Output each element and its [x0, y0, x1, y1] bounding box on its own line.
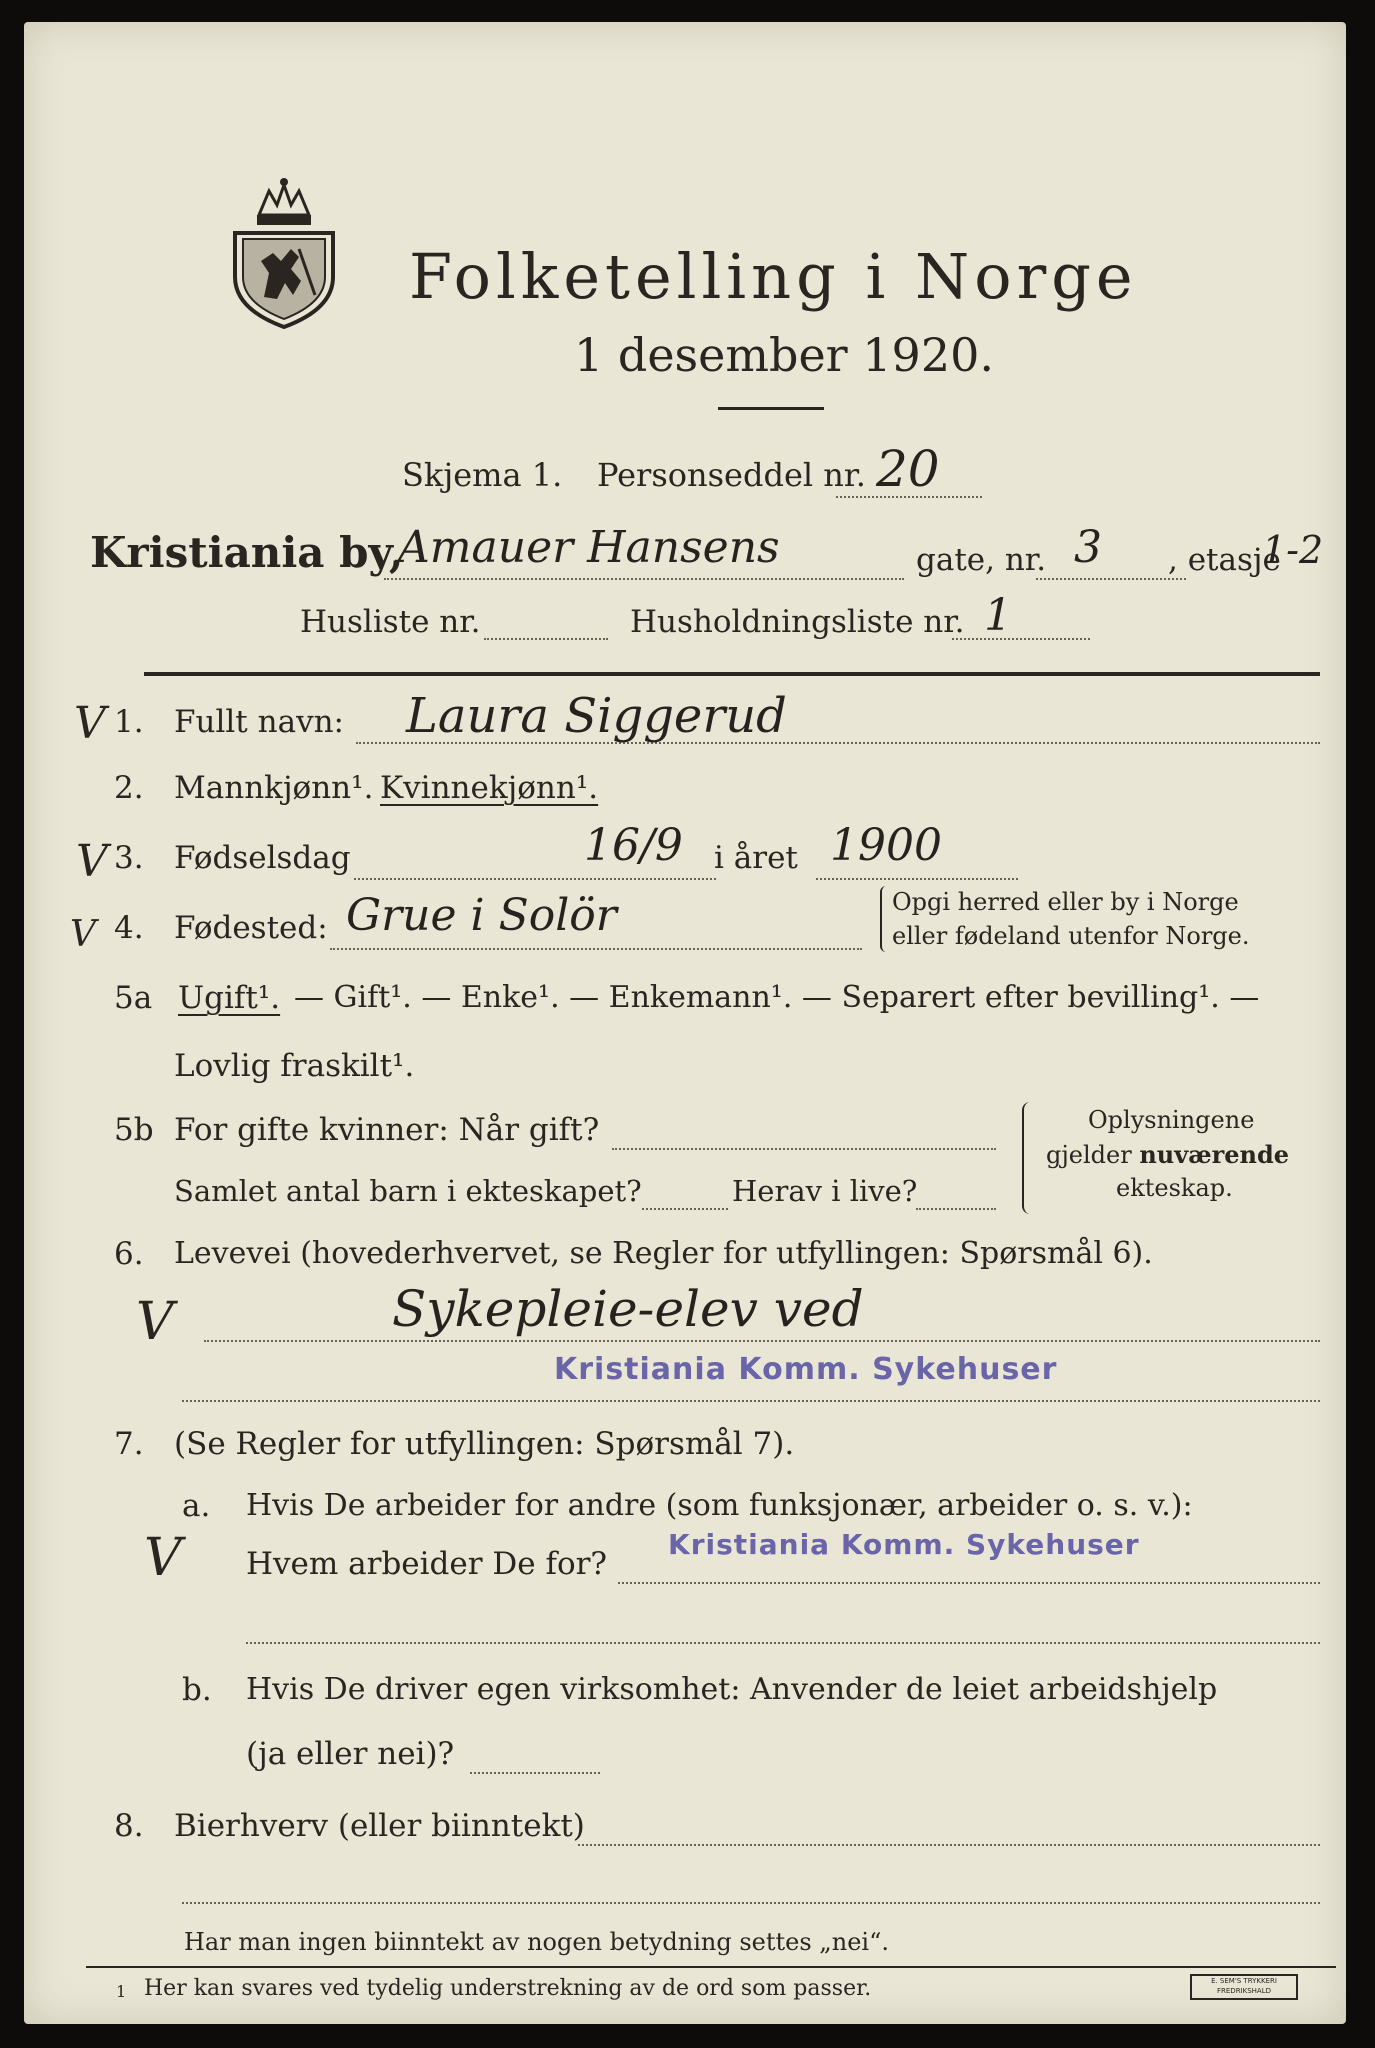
- q1-full-name: Laura Siggerud: [406, 688, 787, 744]
- q5b-brace: [1022, 1102, 1034, 1214]
- check-mark-q3: V: [76, 836, 108, 887]
- q3-number: 3.: [114, 840, 144, 876]
- q5b-note-line2: gjelder nuværende: [1046, 1140, 1290, 1169]
- etasje-value: 1-2: [1262, 528, 1324, 572]
- q6-line2: [182, 1400, 1320, 1402]
- check-mark-q6: V: [136, 1292, 174, 1352]
- form-title: Folketelling i Norge: [409, 240, 1138, 313]
- coat-of-arms-icon: [229, 177, 339, 329]
- footnote-rule: [86, 1966, 1336, 1968]
- q4-line: [330, 948, 862, 950]
- q5b-alive-label: Herav i live?: [732, 1174, 918, 1208]
- city-label: Kristiania by,: [90, 528, 404, 577]
- q3-label: Fødselsdag: [174, 840, 351, 876]
- q8-number: 8.: [114, 1808, 144, 1844]
- q7a-line2: [246, 1642, 1320, 1644]
- q5b-note-line3: ekteskap.: [1116, 1174, 1233, 1202]
- q5b-label: For gifte kvinner: Når gift?: [174, 1112, 600, 1148]
- q3-year-label: i året: [714, 840, 798, 876]
- gate-nr-line: [1036, 578, 1186, 580]
- street-value: Amauer Hansens: [398, 522, 780, 573]
- q7b-letter: b.: [182, 1672, 212, 1708]
- q8-line2: [182, 1902, 1320, 1904]
- street-line: [384, 578, 904, 580]
- husliste-label: Husliste nr.: [300, 604, 481, 640]
- husholdning-line: [952, 638, 1090, 640]
- q3-birth-day: 16/9: [584, 820, 683, 871]
- q4-label: Fødested:: [174, 910, 328, 946]
- q7-number: 7.: [114, 1426, 144, 1462]
- husholdning-label: Husholdningsliste nr.: [630, 604, 965, 640]
- q8-line1: [578, 1844, 1320, 1846]
- personseddel-label: Personseddel nr.: [597, 456, 866, 494]
- q7b-line: [470, 1772, 600, 1774]
- q4-brace: [880, 886, 890, 952]
- q4-note-line1: Opgi herred eller by i Norge: [892, 888, 1239, 916]
- q2-female-underlined: Kvinnekjønn¹.: [380, 770, 599, 806]
- q7a-letter: a.: [182, 1488, 211, 1524]
- q7a-employer-stamp: Kristiania Komm. Sykehuser: [668, 1528, 1140, 1561]
- q6-occupation: Sykepleie-elev ved: [392, 1280, 864, 1338]
- footnote-text: Her kan svares ved tydelig understrekning av de ord som passer.: [144, 1976, 872, 2001]
- gate-nr-value: 3: [1074, 522, 1102, 573]
- gate-label: gate, nr.: [916, 542, 1047, 578]
- q7a-employer-line: [618, 1582, 1320, 1584]
- q6-number: 6.: [114, 1236, 144, 1272]
- q4-note-line2: eller fødeland utenfor Norge.: [892, 922, 1250, 950]
- printer-mark: E. SEM'S TRYKKERI FREDRIKSHALD: [1190, 1974, 1298, 2000]
- q7a-employer-label: Hvem arbeider De for?: [246, 1546, 608, 1582]
- q1-number: 1.: [114, 704, 144, 740]
- q6-employer-stamp: Kristiania Komm. Sykehuser: [554, 1352, 1058, 1387]
- q4-birthplace: Grue i Solör: [346, 890, 617, 941]
- q5b-alive-line: [916, 1208, 996, 1210]
- personseddel-value: 20: [876, 440, 940, 498]
- q6-label: Levevei (hovederhvervet, se Regler for utfyllingen: Spørsmål 6).: [174, 1236, 1153, 1271]
- q5a-ugift-underlined: Ugift¹.: [178, 980, 281, 1016]
- footnote-mark: 1: [116, 1982, 127, 2001]
- q2-number: 2.: [114, 770, 144, 806]
- q2-male: Mannkjønn¹.: [174, 770, 374, 806]
- q5a-number: 5a: [114, 980, 153, 1016]
- q5b-note-line1: Oplysningene: [1088, 1106, 1255, 1134]
- q5b-number: 5b: [114, 1112, 154, 1148]
- q5b-children-label: Samlet antal barn i ekteskapet?: [174, 1174, 642, 1208]
- census-form-paper: [24, 22, 1346, 2024]
- q5a-options: — Gift¹. — Enke¹. — Enkemann¹. — Separert efter bevilling¹. —: [294, 980, 1260, 1015]
- check-mark-q1: V: [74, 698, 106, 749]
- q8-label: Bierhverv (eller biinntekt): [174, 1808, 585, 1844]
- q5b-children-line: [642, 1208, 728, 1210]
- q7b-text2: (ja eller nei)?: [246, 1736, 455, 1772]
- q7a-text: Hvis De arbeider for andre (som funksjonær, arbeider o. s. v.):: [246, 1488, 1193, 1523]
- q5a-lovlig-fraskilt: Lovlig fraskilt¹.: [174, 1048, 415, 1084]
- husliste-line: [484, 638, 608, 640]
- q7b-text: Hvis De driver egen virksomhet: Anvender de leiet arbeidshjelp: [246, 1672, 1218, 1707]
- q3-day-line: [354, 878, 716, 880]
- header-rule: [144, 672, 1320, 676]
- check-mark-q4: V: [70, 914, 96, 955]
- check-mark-q7: V: [144, 1528, 182, 1588]
- q3-birth-year: 1900: [830, 820, 942, 871]
- q4-number: 4.: [114, 910, 144, 946]
- q5b-married-line: [612, 1148, 996, 1150]
- husholdning-value: 1: [984, 590, 1012, 641]
- q1-label: Fullt navn:: [174, 704, 344, 740]
- q6-line1: [204, 1340, 1320, 1342]
- q7-label: (Se Regler for utfyllingen: Spørsmål 7).: [174, 1426, 795, 1462]
- q3-year-line: [816, 878, 1018, 880]
- etasje-label: , etasje: [1168, 542, 1281, 578]
- q8-note: Har man ingen biinntekt av nogen betydning settes „nei“.: [184, 1928, 889, 1956]
- title-rule: [718, 407, 824, 410]
- skjema-label: Skjema 1.: [402, 456, 563, 494]
- census-date: 1 desember 1920.: [574, 328, 994, 382]
